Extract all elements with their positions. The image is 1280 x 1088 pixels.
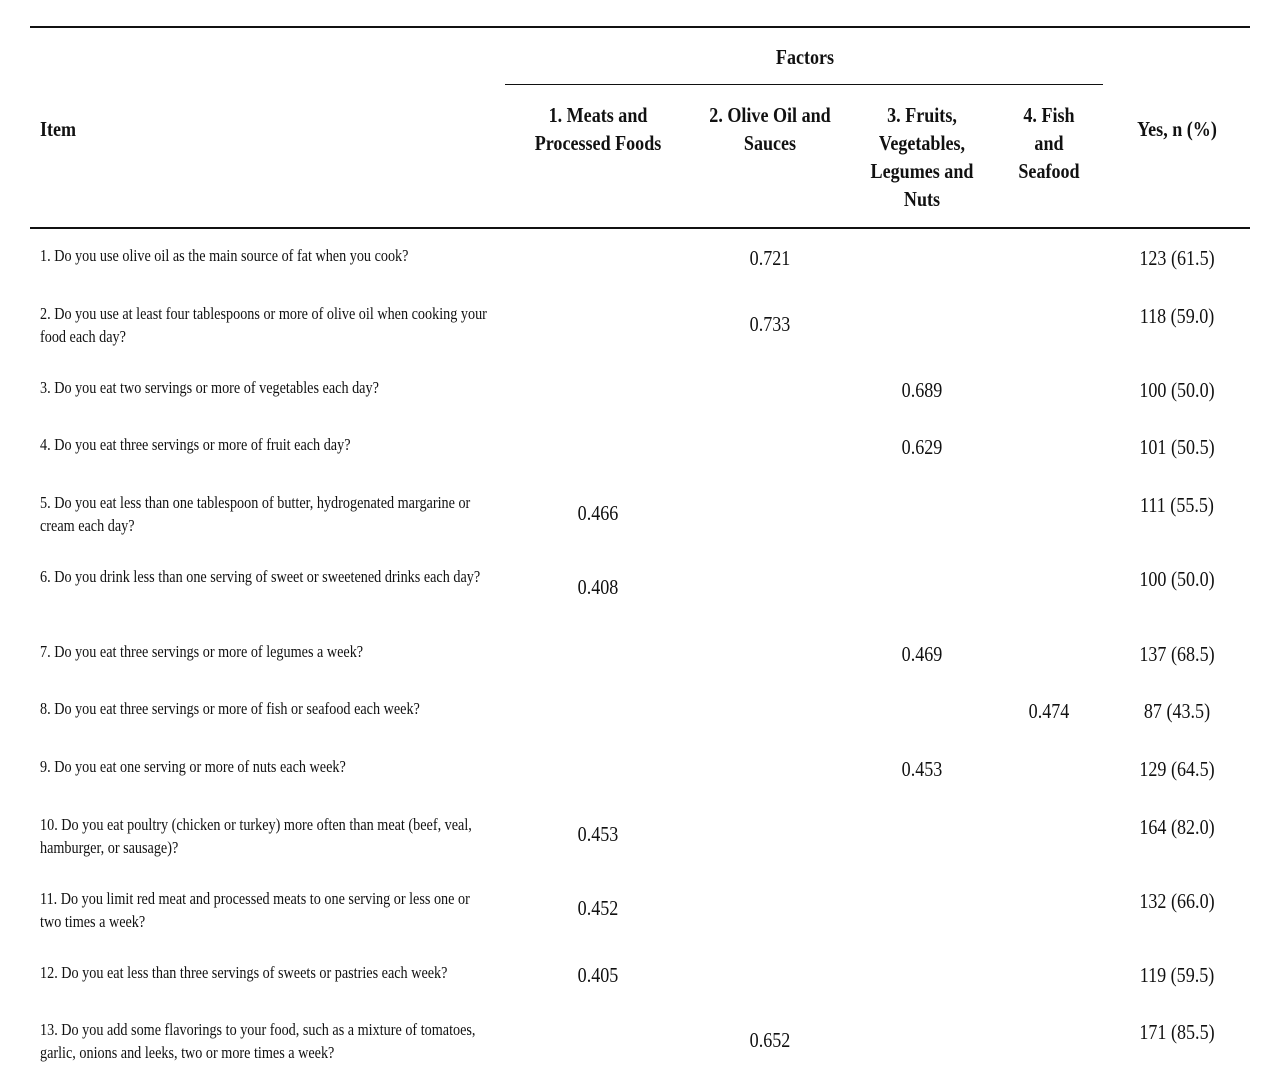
item-question: 10. Do you eat poultry (chicken or turkey) more often than meat (beef, veal, hamburger, or sausage)? [40, 815, 472, 857]
loading-f3-cell: 0.629 [901, 435, 943, 459]
loading-f4-cell: 0.474 [1028, 699, 1070, 723]
item-question: 11. Do you limit red meat and processed meats to one serving or less one or two times a week? [40, 889, 470, 931]
item-question: 6. Do you drink less than one serving of sweet or sweetened drinks each day? [40, 567, 481, 586]
item-question: 5. Do you eat less than one tablespoon of butter, hydrogenated margarine or cream each day? [40, 493, 471, 535]
header-factor-3: 3. Fruits, Vegetables, Legumes and Nuts [870, 103, 974, 211]
item-question: 2. Do you use at least four tablespoons or more of olive oil when cooking your food each day? [40, 304, 487, 346]
header-item: Item [40, 117, 77, 141]
loading-f2-cell: 0.721 [749, 246, 791, 270]
header-yes: Yes, n (%) [1137, 117, 1217, 141]
item-question: 13. Do you add some flavorings to your food, such as a mixture of tomatoes, garlic, onions and leeks, two or more times a week? [40, 1020, 476, 1062]
loading-f1-cell: 0.408 [577, 575, 619, 599]
item-question: 1. Do you use olive oil as the main source of fat when you cook? [40, 246, 409, 265]
item-question: 4. Do you eat three servings or more of fruit each day? [40, 435, 351, 454]
item-question: 9. Do you eat one serving or more of nuts each week? [40, 757, 346, 776]
header-factor-1: 1. Meats and Processed Foods [534, 103, 662, 155]
header-factor-2: 2. Olive Oil and Sauces [709, 103, 831, 155]
loading-f2-cell: 0.733 [749, 312, 791, 336]
yes-count-cell: 118 (59.0) [1139, 304, 1215, 328]
yes-count-cell: 123 (61.5) [1139, 246, 1215, 270]
yes-count-cell: 101 (50.5) [1139, 435, 1215, 459]
yes-count-cell: 119 (59.5) [1139, 963, 1215, 987]
item-question: 8. Do you eat three servings or more of fish or seafood each week? [40, 699, 420, 718]
yes-count-cell: 87 (43.5) [1143, 699, 1211, 723]
loading-f1-cell: 0.405 [577, 963, 619, 987]
item-question: 7. Do you eat three servings or more of legumes a week? [40, 642, 364, 661]
yes-count-cell: 100 (50.0) [1139, 567, 1215, 591]
loading-f2-cell: 0.652 [749, 1028, 791, 1052]
yes-count-cell: 164 (82.0) [1139, 815, 1215, 839]
yes-count-cell: 137 (68.5) [1139, 642, 1215, 666]
loading-f1-cell: 0.452 [577, 896, 619, 920]
top-rule [30, 26, 1250, 28]
loading-f1-cell: 0.466 [577, 501, 619, 525]
loading-f3-cell: 0.689 [901, 378, 943, 402]
loading-f3-cell: 0.453 [901, 757, 943, 781]
loading-f1-cell: 0.453 [577, 822, 619, 846]
yes-count-cell: 129 (64.5) [1139, 757, 1215, 781]
item-question: 3. Do you eat two servings or more of vegetables each day? [40, 378, 379, 397]
header-bottom-rule [30, 227, 1250, 229]
loading-f3-cell: 0.469 [901, 642, 943, 666]
yes-count-cell: 100 (50.0) [1139, 378, 1215, 402]
header-factors: Factors [775, 45, 835, 69]
yes-count-cell: 111 (55.5) [1140, 493, 1214, 517]
factors-underline [505, 84, 1103, 85]
yes-count-cell: 171 (85.5) [1139, 1020, 1215, 1044]
yes-count-cell: 132 (66.0) [1139, 889, 1215, 913]
item-question: 12. Do you eat less than three servings of sweets or pastries each week? [40, 963, 448, 982]
header-factor-4: 4. Fish and Seafood [1018, 103, 1080, 183]
